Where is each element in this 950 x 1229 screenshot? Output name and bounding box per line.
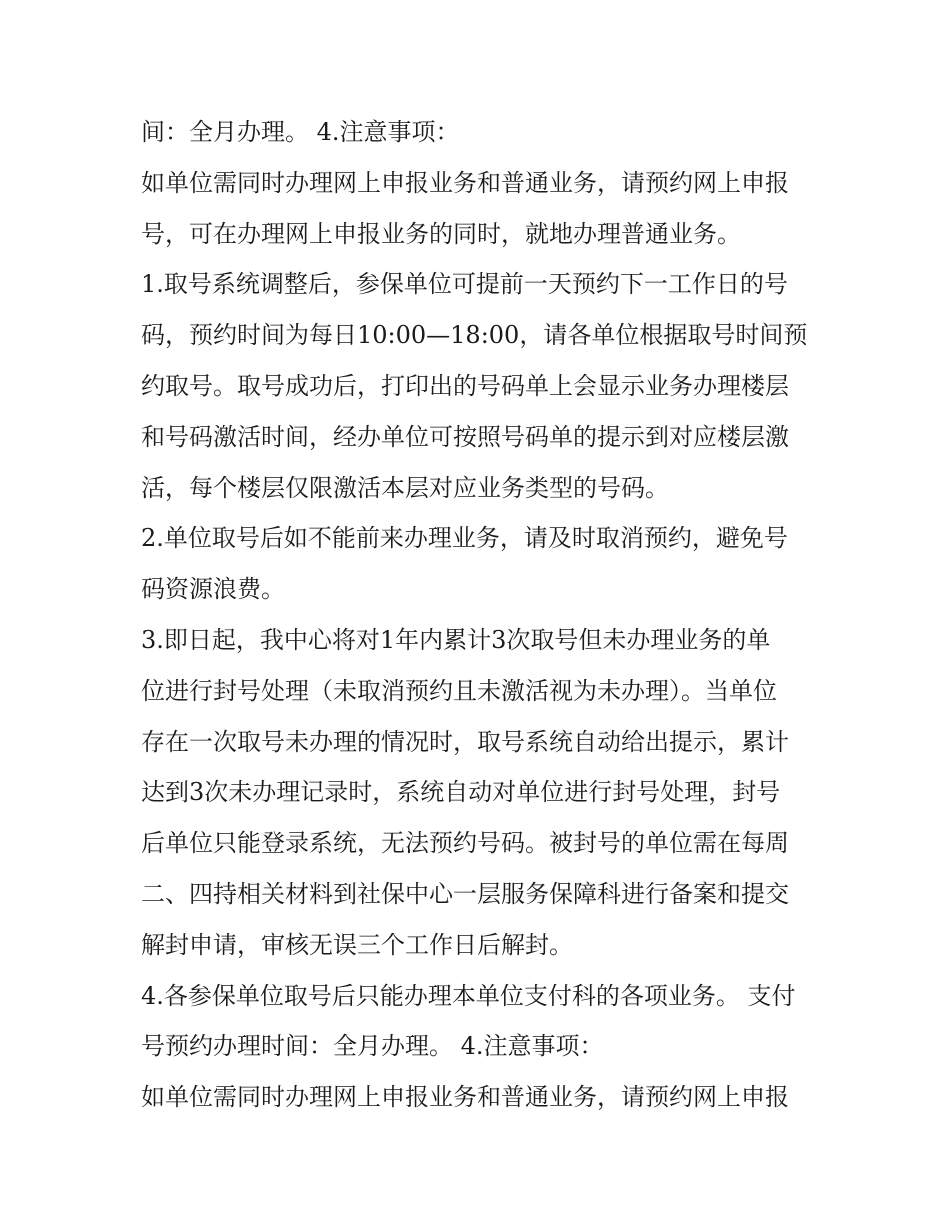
text-line: 号预约办理时间：全月办理。 4.注意事项： bbox=[141, 1032, 604, 1061]
text-line: 2.单位取号后如不能前来办理业务，请及时取消预约，避免号 bbox=[141, 524, 788, 553]
text-line: 和号码激活时间，经办单位可按照号码单的提示到对应楼层激 bbox=[141, 422, 789, 451]
text-line: 后单位只能登录系统，无法预约号码。被封号的单位需在每周 bbox=[141, 829, 789, 858]
text-line: 如单位需同时办理网上申报业务和普通业务，请预约网上申报 bbox=[141, 168, 789, 197]
text-line: 存在一次取号未办理的情况时，取号系统自动给出提示，累计 bbox=[141, 727, 789, 756]
text-line: 达到3次未办理记录时，系统自动对单位进行封号处理，封号 bbox=[141, 778, 781, 807]
text-line: 活，每个楼层仅限激活本层对应业务类型的号码。 bbox=[141, 473, 669, 502]
text-line: 如单位需同时办理网上申报业务和普通业务，请预约网上申报 bbox=[141, 1083, 789, 1112]
text-line: 解封申请，审核无误三个工作日后解封。 bbox=[141, 930, 573, 959]
text-line: 码资源浪费。 bbox=[141, 575, 285, 604]
document-body bbox=[141, 107, 821, 1123]
text-line: 位进行封号处理（未取消预约且未激活视为未办理）。当单位 bbox=[141, 676, 777, 705]
text-line: 约取号。取号成功后，打印出的号码单上会显示业务办理楼层 bbox=[141, 371, 789, 400]
text-line: 4.各参保单位取号后只能办理本单位支付科的各项业务。 支付 bbox=[141, 981, 796, 1010]
text-line: 1.取号系统调整后，参保单位可提前一天预约下一工作日的号 bbox=[141, 270, 788, 299]
text-line: 3.即日起，我中心将对1年内累计3次取号但未办理业务的单 bbox=[141, 625, 771, 654]
text-line: 二、四持相关材料到社保中心一层服务保障科进行备案和提交 bbox=[141, 879, 789, 908]
text-line: 码，预约时间为每日10:00—18:00，请各单位根据取号时间预 bbox=[141, 321, 808, 350]
text-line: 间：全月办理。 4.注意事项： bbox=[141, 118, 460, 146]
text-line: 号，可在办理网上申报业务的同时，就地办理普通业务。 bbox=[141, 219, 741, 248]
